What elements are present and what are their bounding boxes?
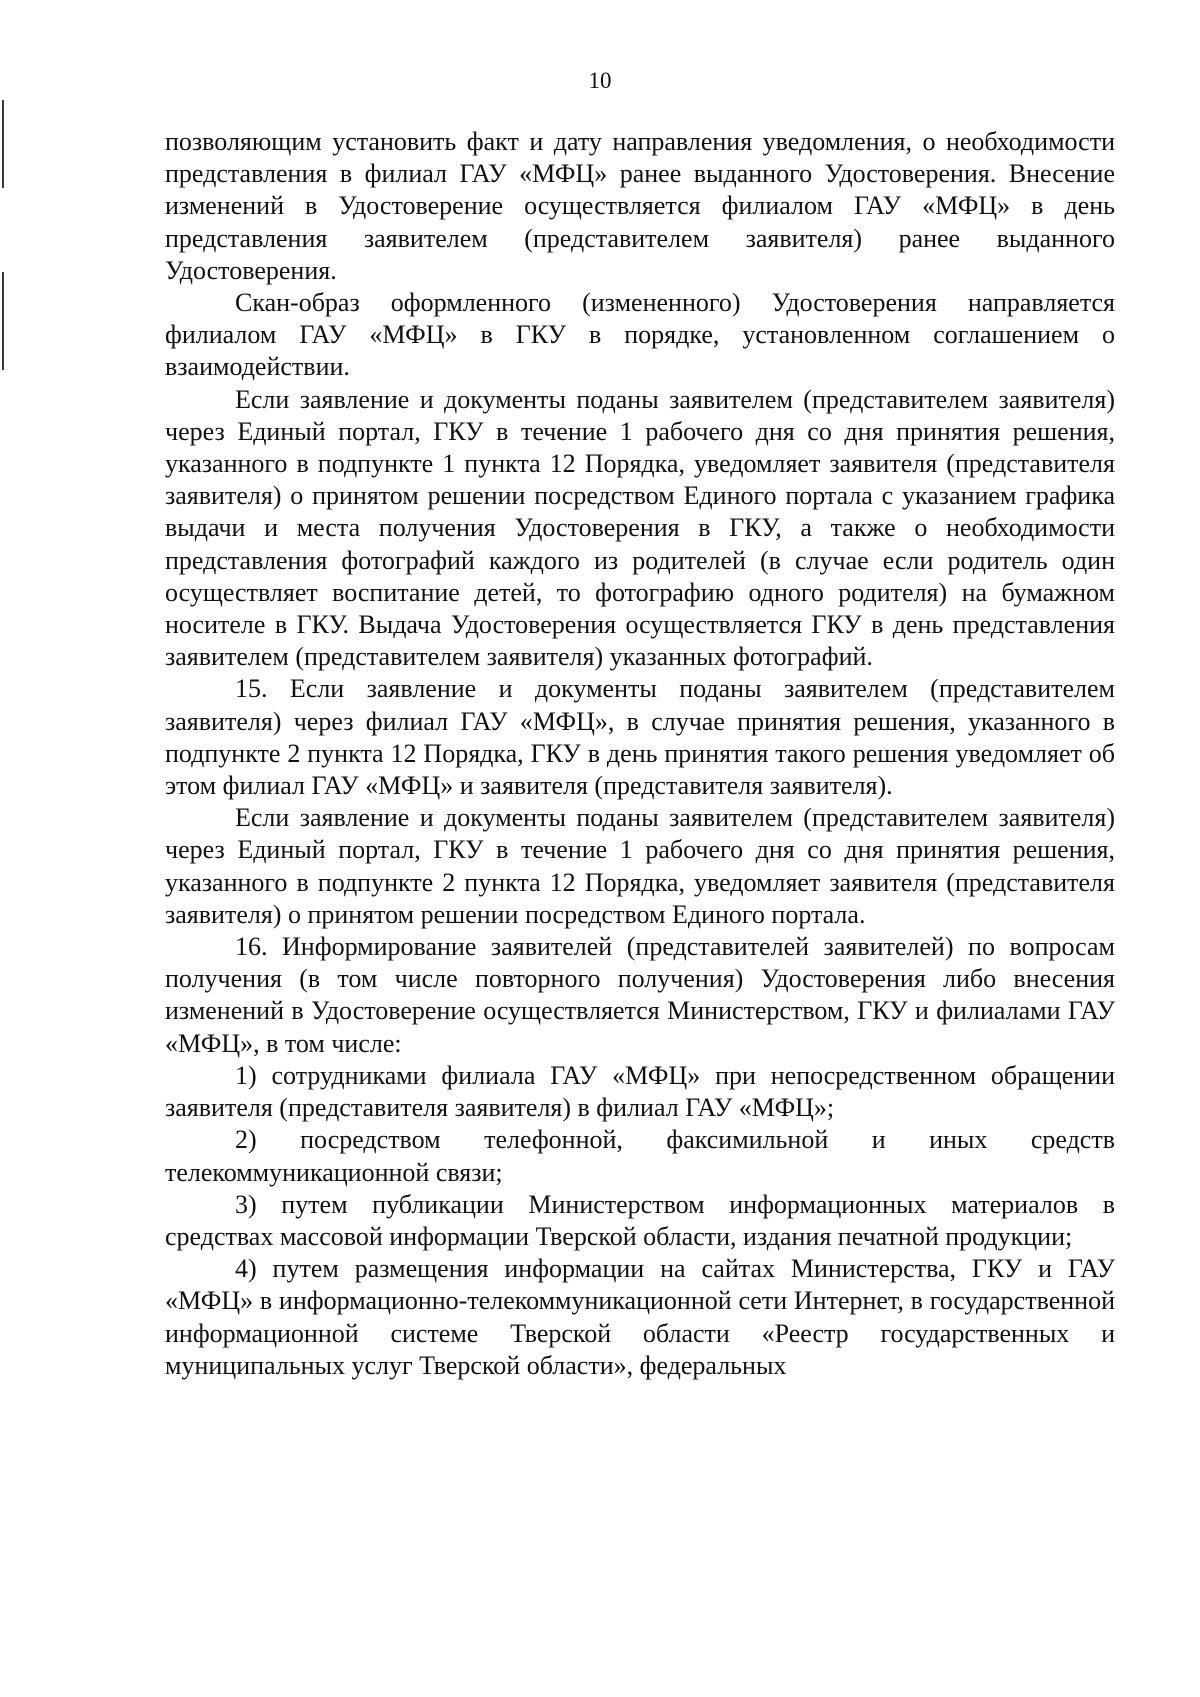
page-number: 10 [588,68,612,93]
paragraph-item-16: 16. Информирование заявителей (представителей заявителей) по вопросам получения (в том числе повторного получения) Удостоверения либо внесения изменений в Удостоверение осуществляется Министерством, ГКУ и филиалами ГАУ «МФЦ», в том числе: [165,932,1115,1058]
paragraph-single-portal-decision-2: Если заявление и документы поданы заявителем (представителем заявителя) через Единый портал, ГКУ в течение 1 рабочего дня со дня принятия решения, указанного в подпункте 2 пункта 12 Порядка, уведомляет заявителя (представителя заявителя) о принятом решении посредством Единого портала. [165,803,1115,929]
scan-edge-mark [2,272,4,370]
paragraph-scan-image: Скан-образ оформленного (измененного) Удостоверения направляется филиалом ГАУ «МФЦ» в ГКУ в порядке, установленном соглашением о взаимодействии. [165,288,1115,382]
list-item-2: 2) посредством телефонной, факсимильной и иных средств телекоммуникационной связи; [165,1125,1115,1187]
list-item-4: 4) путем размещения информации на сайтах Министерства, ГКУ и ГАУ «МФЦ» в информационно-телекоммуникационной сети Интернет, в государственной информационной системе Тверской области «Реестр государственных и муниципальных услуг Тверской области», федеральных [165,1254,1115,1380]
list-item-3: 3) путем публикации Министерством информационных материалов в средствах массовой информации Тверской области, издания печатной продукции; [165,1189,1115,1251]
paragraph-single-portal-decision-1: Если заявление и документы поданы заявителем (представителем заявителя) через Единый портал, ГКУ в течение 1 рабочего дня со дня принятия решения, указанного в подпункте 1 пункта 12 Порядка, уведомляет заявителя (представителя заявителя) о принятом решении посредством Единого портала с указанием графика выдачи и места получения Удостоверения в ГКУ, а также о необходимости представления фотографий каждого из родителей (в случае если родитель один осуществляет воспитание детей, то фотографию одного родителя) на бумажном носителе в ГКУ. Выдача Удостоверения осуществляется ГКУ в день представления заявителем (представителем заявителя) указанных фотографий. [165,384,1115,672]
list-item-1: 1) сотрудниками филиала ГАУ «МФЦ» при непосредственном обращении заявителя (представителя заявителя) в филиал ГАУ «МФЦ»; [165,1060,1115,1123]
paragraph-continuation: позволяющим установить факт и дату направления уведомления, о необходимости представления в филиал ГАУ «МФЦ» ранее выданного Удостоверения. Внесение изменений в Удостоверение осуществляется филиалом ГАУ «МФЦ» в день представления заявителем (представителем заявителя) ранее выданного Удостоверения. [165,127,1115,285]
document-body [165,126,1115,1382]
scan-edge-mark [2,100,4,188]
paragraph-item-15: 15. Если заявление и документы поданы заявителем (представителем заявителя) через филиал ГАУ «МФЦ», в случае принятия решения, указанного в подпункте 2 пункта 12 Порядка, ГКУ в день принятия такого решения уведомляет об этом филиал ГАУ «МФЦ» и заявителя (представителя заявителя). [165,674,1115,801]
